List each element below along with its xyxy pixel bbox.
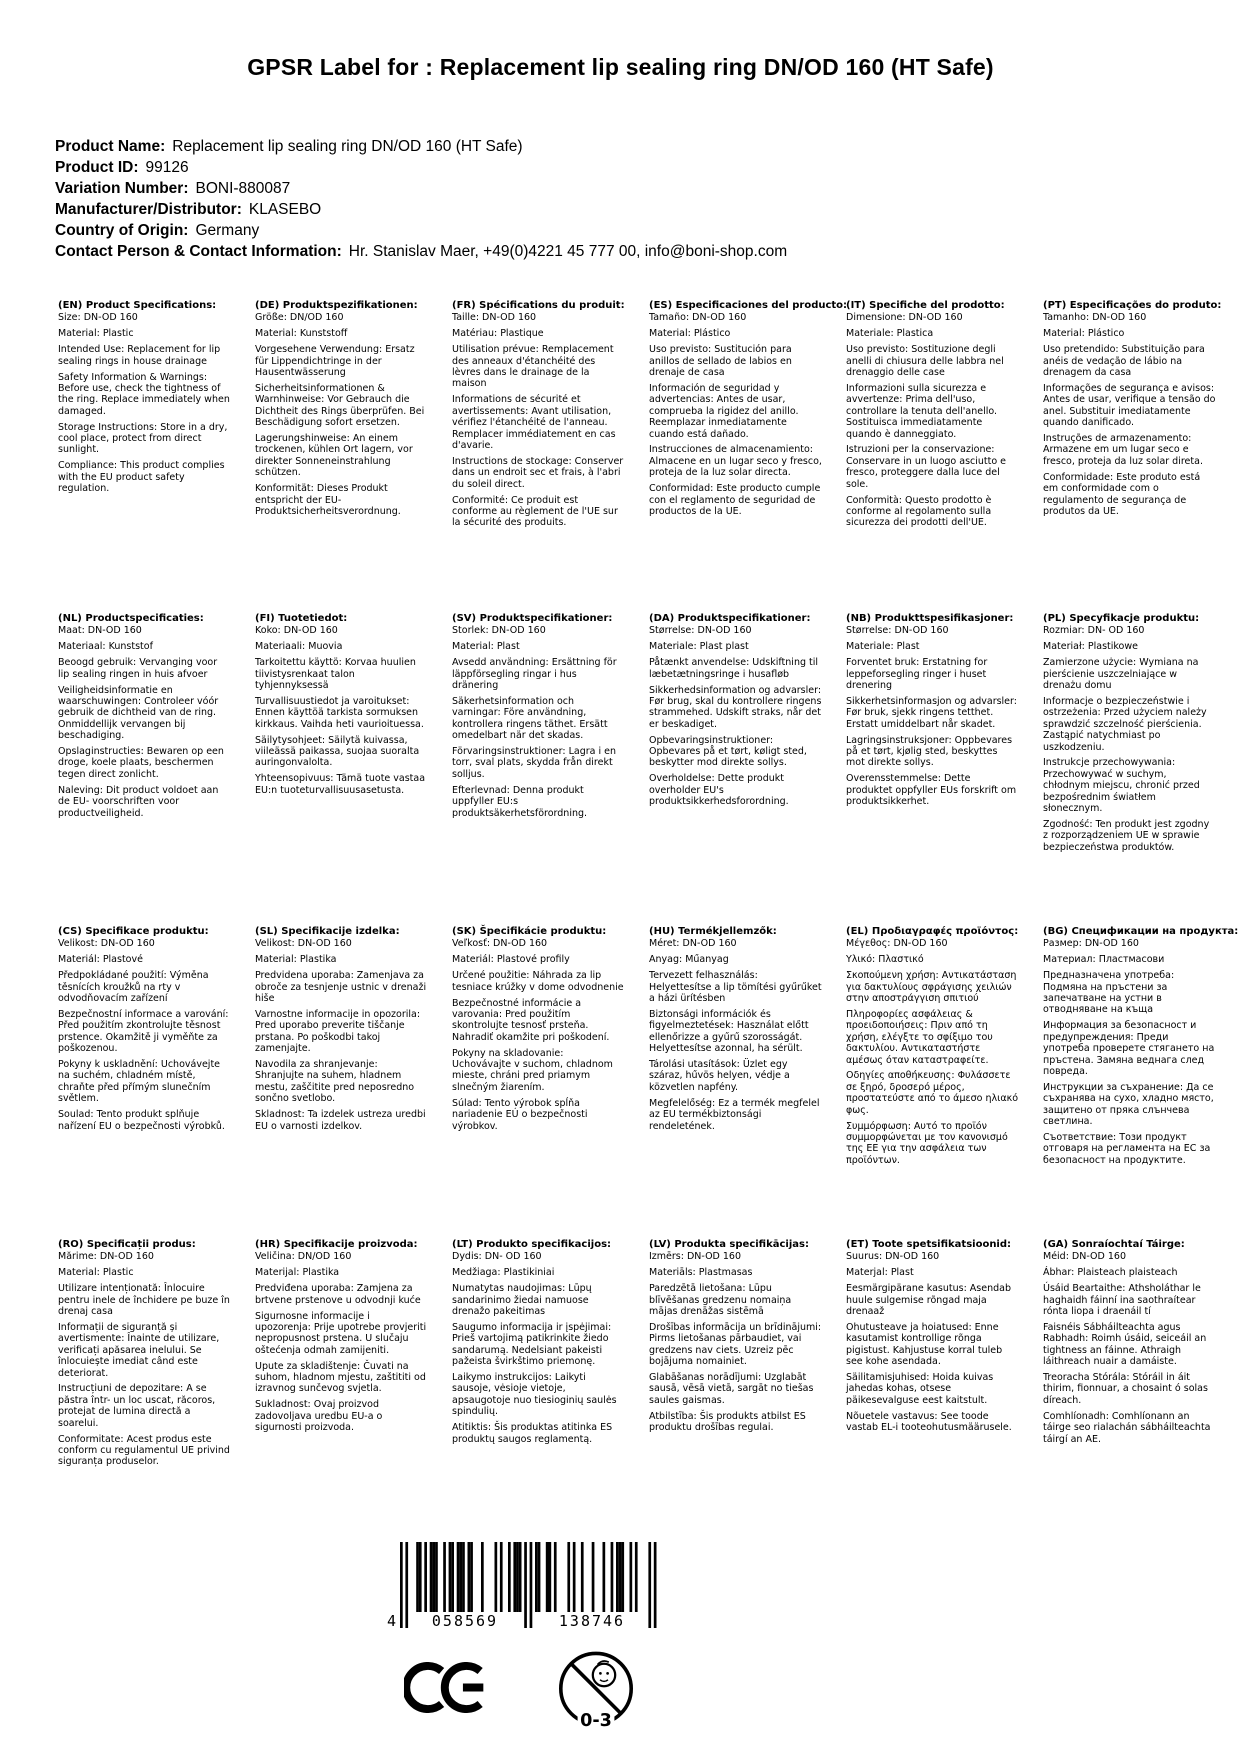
spec-block-pl: [1043, 613, 1216, 926]
spec-paragraph: Velikost: DN-OD 160: [255, 938, 352, 950]
spec-heading: (DA) Produktspecifikationer:: [649, 613, 811, 624]
spec-paragraph: Suurus: DN-OD 160: [846, 1251, 940, 1263]
spec-paragraph: Glabāšanas norādījumi: Uzglabāt sausā, vēsā vietā, sargāt no tiešas saules gaismas.: [649, 1372, 814, 1406]
spec-heading: (ES) Especificaciones del producto:: [649, 300, 848, 311]
spec-paragraph: Dydis: DN- OD 160: [452, 1251, 542, 1263]
spec-paragraph: Nõuetele vastavus: See toode vastab EL-i tooteohutusmäärusele.: [846, 1410, 1012, 1434]
spec-paragraph: Størrelse: DN-OD 160: [846, 625, 949, 637]
product-info-value: BONI-880087: [195, 180, 291, 197]
spec-paragraph: Σκοπούμενη χρήση: Αντικατάσταση για δακτυλίους σφράγισης χειλιών στην αποστράγγιση σπιτιού: [846, 970, 1017, 1005]
spec-paragraph: Skladnost: Ta izdelek ustreza uredbi EU o varnosti izdelkov.: [255, 1109, 426, 1132]
spec-paragraph: Materiaali: Muovia: [255, 641, 343, 653]
barcode-digit-group1: 058569: [431, 1612, 499, 1630]
spec-heading: (SK) Špecifikácie produktu:: [452, 926, 607, 937]
spec-heading: (BG) Спецификации на продукта:: [1043, 926, 1239, 937]
spec-paragraph: Faisnéis Sábháilteachta agus Rabhadh: Roimh úsáid, seiceáil an tightness an fáinne. Athraigh láithreach nuair a damáiste.: [1043, 1321, 1207, 1368]
spec-paragraph: Informacje o bezpieczeństwie i ostrzeżenia: Przed użyciem należy sprawdzić szczelność pierścienia. Zastąpić natychmiast po uszkodzeniu.: [1043, 695, 1207, 753]
spec-paragraph: Material: Plastika: [255, 954, 337, 966]
spec-paragraph: Istruzioni per la conservazione: Conservare in un luogo asciutto e fresco, proteggere dalla luce del sole.: [846, 444, 1007, 490]
spec-paragraph: Veiligheidsinformatie en waarschuwingen: Controleer vóór gebruik de dichtheid van de ring. Onmiddellijk vervangen bij beschadiging.: [58, 684, 219, 742]
ce-mark-icon: [404, 1662, 489, 1717]
spec-paragraph: Säilitamisjuhised: Hoida kuivas jahedas kohas, otsese päikesevalguse eest kaitstult.: [846, 1372, 994, 1406]
product-info-value: Hr. Stanislav Maer, +49(0)4221 45 777 00, info@boni-shop.com: [348, 243, 788, 260]
spec-paragraph: Instrukcje przechowywania: Przechowywać w suchym, chłodnym miejscu, chronić przed bezpośrednim światłem słonecznym.: [1043, 757, 1200, 815]
spec-block-fi: [255, 613, 428, 926]
spec-paragraph: Materiał: Plastikowe: [1043, 641, 1138, 653]
spec-paragraph: Información de seguridad y advertencias: Antes de usar, comprueba la rigidez del anillo. Reemplazar inmediatamente cuando está dañado.: [649, 382, 799, 440]
spec-paragraph: Naleving: Dit product voldoet aan de EU- voorschriften voor productveiligheid.: [58, 784, 219, 819]
spec-paragraph: Sigurnosne informacije i upozorenja: Prije upotrebe provjeriti nepropusnost prstena. U slučaju oštećenja odmah zamijeniti.: [255, 1310, 427, 1356]
spec-heading: (PT) Especificações do produto:: [1043, 300, 1222, 311]
spec-block-bg: [1043, 926, 1239, 1239]
spec-paragraph: Инструкции за съхранение: Да се съхранява на сухо, хладно място, защитено от пряка слънчева светлина.: [1043, 1081, 1214, 1128]
spec-paragraph: Ábhar: Plaisteach plaisteach: [1043, 1267, 1178, 1279]
product-info-row: [55, 178, 787, 199]
spec-paragraph: Pokyny k uskladnění: Uchovávejte na suchém, chladném místě, chraňte před přímým slunečním světlem.: [58, 1059, 221, 1105]
product-info-label: Product Name:: [55, 138, 166, 155]
age-warning-0-3-icon: [556, 1646, 636, 1740]
spec-paragraph: Treoracha Stórála: Stóráil in áit thirim, fionnuar, a chosaint ó solas díreach.: [1043, 1372, 1208, 1406]
spec-paragraph: Storage Instructions: Store in a dry, cool place, protect from direct sunlight.: [58, 421, 228, 456]
spec-paragraph: Vorgesehene Verwendung: Ersatz für Lippendichtringe in der Hausentwässerung: [255, 344, 415, 379]
spec-paragraph: Maat: DN-OD 160: [58, 625, 142, 637]
spec-paragraph: Tarkoitettu käyttö: Korvaa huulien tiivistysrenkaat talon tyhjennyksessä: [255, 657, 416, 692]
spec-paragraph: Lagringsinstruksjoner: Oppbevares på et tørt, kjølig sted, beskyttes mot direkte sollys.: [846, 734, 1013, 769]
spec-paragraph: Taille: DN-OD 160: [452, 312, 537, 324]
spec-paragraph: Materiale: Plast: [846, 641, 920, 653]
spec-heading: (NB) Produkttspesifikasjoner:: [846, 613, 1014, 624]
spec-paragraph: Οδηγίες αποθήκευσης: Φυλάσσετε σε ξηρό, δροσερό μέρος, προστατεύστε από το άμεσο ηλιακό φως.: [846, 1070, 1019, 1116]
spec-block-ga: [1043, 1239, 1216, 1552]
spec-paragraph: Upute za skladištenje: Čuvati na suhom, hladnom mjestu, zaštititi od izravnog sunčevog svjetla.: [255, 1360, 426, 1395]
spec-block-et: [846, 1239, 1019, 1552]
spec-paragraph: Yhteensopivuus: Tämä tuote vastaa EU:n tuoteturvallisuusasetusta.: [255, 773, 426, 796]
spec-paragraph: Konformität: Dieses Produkt entspricht der EU-Produktsicherheitsverordnung.: [255, 483, 401, 517]
spec-paragraph: Bezpečnostní informace a varování: Před použitím zkontrolujte těsnost prstence. Okamžitě ji vyměňte za poškozenou.: [58, 1008, 229, 1055]
spec-heading: (HR) Specifikacije proizvoda:: [255, 1239, 418, 1250]
age-warning-label: 0-3: [580, 1711, 612, 1732]
spec-paragraph: Velikost: DN-OD 160: [58, 938, 155, 950]
spec-block-de: [255, 300, 428, 613]
spec-paragraph: Rozmiar: DN- OD 160: [1043, 625, 1145, 637]
spec-paragraph: Efterlevnad: Denna produkt uppfyller EU:s produktsäkerhetsförordning.: [452, 784, 588, 819]
product-info-label: Product ID:: [55, 159, 139, 176]
spec-block-nb: [846, 613, 1019, 926]
spec-paragraph: Avsedd användning: Ersättning för läppförsegling ringar i hus dränering: [452, 657, 617, 692]
spec-paragraph: Μέγεθος: DN-OD 160: [846, 938, 948, 950]
spec-paragraph: Säkerhetsinformation och varningar: Före användning, kontrollera ringens täthet. Ersätt omedelbart när det skadas.: [452, 695, 608, 742]
spec-paragraph: Storlek: DN-OD 160: [452, 625, 546, 637]
spec-paragraph: Ohutusteave ja hoiatused: Enne kasutamist kontrollige rõnga pigistust. Kahjustuse korral tuleb see kohe asendada.: [846, 1321, 1003, 1368]
spec-paragraph: Súlad: Tento výrobok spĺňa nariadenie EÚ o bezpečnosti výrobkov.: [452, 1097, 588, 1132]
product-info-row: [55, 157, 787, 178]
spec-paragraph: Predvidena uporaba: Zamenjava za obroče za tesnjenje ustnic v drenaži hiše: [255, 970, 427, 1005]
spec-paragraph: Atitiktis: Šis produktas atitinka ES produktų saugos reglamentą.: [452, 1422, 613, 1445]
barcode-digit-group2: 138746: [558, 1612, 626, 1630]
product-info-value: Germany: [195, 222, 260, 239]
product-info: [55, 136, 787, 262]
spec-block-en: [58, 300, 231, 613]
spec-paragraph: Safety Information & Warnings: Before use, check the tightness of the ring. Replace immediately when damaged.: [58, 371, 230, 417]
spec-paragraph: Compliance: This product complies with the EU product safety regulation.: [58, 460, 225, 495]
spec-paragraph: Paredzētā lietošana: Lūpu blīvēšanas gredzenu nomaiņa mājas drenāžas sistēmā: [649, 1283, 792, 1318]
product-info-row: [55, 220, 787, 241]
spec-paragraph: Zamierzone użycie: Wymiana na pierścienie uszczelniające w drenażu domu: [1043, 657, 1199, 692]
product-info-label: Contact Person & Contact Information:: [55, 243, 342, 260]
product-info-row: [55, 199, 787, 220]
spec-heading: (EN) Product Specifications:: [58, 300, 217, 311]
spec-paragraph: Méret: DN-OD 160: [649, 938, 737, 950]
spec-paragraph: Saugumo informacija ir įspėjimai: Prieš vartojimą patikrinkite žiedo sandarumą. Nedelsiant pakeisti pažeista švirkštimo priemonę.: [452, 1321, 612, 1368]
spec-paragraph: Předpokládané použití: Výměna těsnících kroužků na rty v odvodňovacím zařízení: [58, 970, 209, 1005]
spec-paragraph: Uso previsto: Sostituzione degli anelli di chiusura delle labbra nel drenaggio delle case: [846, 344, 1004, 379]
spec-paragraph: Πληροφορίες ασφάλειας & προειδοποιήσεις: Πριν από τη χρήση, ελέγξτε το σφίξιμο του δακτυλίου. Αντικαταστήστε αμέσως όταν καταστραφείτε.: [846, 1008, 993, 1066]
spec-paragraph: Navodila za shranjevanje: Shranjujte na suhem, hladnem mestu, zaščitite pred neposredno sončno svetlobo.: [255, 1059, 415, 1105]
spec-heading: (LV) Produkta specifikācijas:: [649, 1239, 809, 1250]
spec-heading: (SV) Produktspecifikationer:: [452, 613, 613, 624]
spec-heading: (ET) Toote spetsifikatsioonid:: [846, 1239, 1012, 1250]
spec-paragraph: Varnostne informacije in opozorila: Pred uporabo preverite tiščanje prstana. Po poškodbi takoj zamenjajte.: [255, 1008, 421, 1055]
spec-paragraph: Material: Plastic: [58, 328, 134, 340]
specs-grid: [58, 300, 1239, 1552]
spec-paragraph: Materiál: Plastové: [58, 954, 143, 966]
spec-block-lv: [649, 1239, 822, 1552]
spec-paragraph: Beoogd gebruik: Vervanging voor lip sealing ringen in huis afvoer: [58, 657, 218, 680]
spec-block-lt: [452, 1239, 625, 1552]
spec-paragraph: Material: Plástico: [1043, 328, 1125, 340]
spec-paragraph: Größe: DN/OD 160: [255, 312, 344, 324]
spec-paragraph: Anyag: Műanyag: [649, 954, 729, 966]
spec-heading: (PL) Specyfikacje produktu:: [1043, 613, 1200, 624]
spec-paragraph: Conformité: Ce produit est conforme au règlement de l'UE sur la sécurité des produits.: [452, 494, 618, 529]
product-info-value: 99126: [145, 159, 189, 176]
spec-paragraph: Opslaginstructies: Bewaren op een droge, koele plaats, beschermen tegen direct zonlicht.: [58, 746, 224, 780]
spec-paragraph: Säilytysohjeet: Säilytä kuivassa, viileässä paikassa, suojaa suoralta auringonvalolta.: [255, 734, 420, 769]
spec-paragraph: Materiaal: Kunststof: [58, 641, 153, 653]
spec-paragraph: Méid: DN-OD 160: [1043, 1251, 1126, 1263]
spec-paragraph: Overensstemmelse: Dette produktet oppfyller EUs forskrift om produktsikkerhet.: [846, 773, 1017, 808]
spec-paragraph: Material: Plástico: [649, 328, 731, 340]
spec-paragraph: Instructions de stockage: Conserver dans un endroit sec et frais, à l'abri du soleil direct.: [452, 455, 624, 490]
spec-paragraph: Veličina: DN/OD 160: [255, 1251, 352, 1263]
spec-paragraph: Eesmärgipärane kasutus: Asendab huule sulgemise rõngad maja drenaaž: [846, 1283, 1011, 1318]
spec-block-sv: [452, 613, 625, 926]
spec-paragraph: Sikkerhedsinformation og advarsler: Før brug, skal du kontrollere ringens strammehed. Udskift straks, når det er beskadiget.: [649, 684, 822, 730]
product-info-label: Variation Number:: [55, 180, 189, 197]
spec-heading: (SL) Specifikacije izdelka:: [255, 926, 400, 937]
spec-paragraph: Soulad: Tento produkt splňuje nařízení EU o bezpečnosti výrobků.: [58, 1109, 225, 1132]
spec-paragraph: Utilizare intenționată: Înlocuire pentru inele de închidere pe buze în drenaj casa: [58, 1283, 230, 1318]
spec-paragraph: Utilisation prévue: Remplacement des anneaux d'étanchéité des lèvres dans le drainage de la maison: [452, 344, 614, 390]
spec-block-pt: [1043, 300, 1222, 613]
spec-heading: (CS) Specifikace produktu:: [58, 926, 209, 937]
spec-paragraph: Sukladnost: Ovaj proizvod zadovoljava uredbu EU-a o sigurnosti proizvoda.: [255, 1399, 383, 1434]
spec-paragraph: Informações de segurança e avisos: Antes de usar, verifique a tensão do anel. Substituir imediatamente quando danificado.: [1043, 382, 1216, 429]
spec-heading: (FR) Spécifications du produit:: [452, 300, 625, 311]
spec-heading: (IT) Specifiche del prodotto:: [846, 300, 1005, 311]
product-info-label: Country of Origin:: [55, 222, 189, 239]
spec-block-nl: [58, 613, 231, 926]
spec-paragraph: Izmērs: DN-OD 160: [649, 1251, 742, 1263]
spec-paragraph: Предназначена употреба: Подмяна на пръстени за запечатване на устни в отводняване на къща: [1043, 970, 1175, 1016]
spec-paragraph: Påtænkt anvendelse: Udskiftning til læbetætningsringe i husafløb: [649, 657, 819, 680]
spec-block-sk: [452, 926, 625, 1239]
spec-paragraph: Материал: Пластмасови: [1043, 954, 1165, 966]
spec-paragraph: Förvaringsinstruktioner: Lagra i en torr, sval plats, skydda från direkt solljus.: [452, 746, 617, 780]
spec-paragraph: Veľkosť: DN-OD 160: [452, 938, 548, 950]
spec-paragraph: Lagerungshinweise: An einem trockenen, kühlen Ort lagern, vor direkter Sonneneinstrahlung schützen.: [255, 433, 413, 479]
spec-block-da: [649, 613, 822, 926]
spec-paragraph: Predviđena uporaba: Zamjena za brtvene prstenove u odvodnji kuće: [255, 1283, 421, 1306]
spec-paragraph: Zgodność: Ten produkt jest zgodny z rozporządzeniem UE w sprawie bezpieczeństwa produktów.: [1043, 819, 1210, 853]
spec-paragraph: Størrelse: DN-OD 160: [649, 625, 752, 637]
spec-paragraph: Materijal: Plastika: [255, 1267, 340, 1279]
spec-heading: (EL) Προδιαγραφές προϊόντος:: [846, 926, 1019, 937]
spec-paragraph: Instrucțiuni de depozitare: A se păstra într- un loc uscat, răcoros, protejat de lumina directă a soarelui.: [58, 1383, 216, 1429]
spec-paragraph: Conformitate: Acest produs este conform cu regulamentul UE privind siguranța produselor.: [58, 1433, 230, 1468]
spec-block-fr: [452, 300, 625, 613]
spec-paragraph: Pokyny na skladovanie: Uchovávajte v suchom, chladnom mieste, chráni pred priamym slnečným žiarením.: [452, 1047, 613, 1093]
product-info-label: Manufacturer/Distributor:: [55, 201, 242, 218]
spec-paragraph: Υλικό: Πλαστικό: [846, 954, 924, 966]
spec-paragraph: Размер: DN-OD 160: [1043, 938, 1139, 950]
spec-paragraph: Tamanho: DN-OD 160: [1043, 312, 1147, 324]
spec-block-ro: [58, 1239, 231, 1552]
spec-paragraph: Tamaño: DN-OD 160: [649, 312, 747, 324]
product-info-value: Replacement lip sealing ring DN/OD 160 (HT Safe): [172, 138, 523, 155]
spec-paragraph: Úsáid Beartaithe: Athsholáthar le haghaidh fáinní ina saothraítear rónta liopa i draenáil tí: [1043, 1283, 1201, 1318]
spec-block-hu: [649, 926, 822, 1239]
spec-heading: (DE) Produktspezifikationen:: [255, 300, 418, 311]
spec-block-sl: [255, 926, 428, 1239]
spec-heading: (GA) Sonraíochtaí Táirge:: [1043, 1239, 1185, 1250]
spec-paragraph: Informations de sécurité et avertissements: Avant utilisation, vérifiez l'étanchéité de l'anneau. Remplacer immédiatement en cas d'avarie.: [452, 394, 616, 451]
spec-block-cs: [58, 926, 231, 1239]
spec-paragraph: Materiale: Plastica: [846, 328, 934, 340]
page-title: GPSR Label for : Replacement lip sealing ring DN/OD 160 (HT Safe): [247, 54, 994, 80]
spec-paragraph: Bezpečnostné informácie a varovania: Pred použitím skontrolujte tesnosť prsteňa. Nahradiť okamžite pri poškodení.: [452, 997, 610, 1043]
spec-paragraph: Instrucciones de almacenamiento: Almacene en un lugar seco y fresco, proteja de la luz solar directa.: [649, 444, 822, 479]
spec-paragraph: Material: Plast: [452, 641, 520, 653]
spec-paragraph: Materiāls: Plastmasas: [649, 1267, 753, 1279]
spec-paragraph: Comhlíonadh: Comhlíonann an táirge seo rialachán sábháilteachta táirgí an AE.: [1043, 1410, 1211, 1445]
spec-paragraph: Mărime: DN-OD 160: [58, 1251, 154, 1263]
spec-block-hr: [255, 1239, 428, 1552]
spec-paragraph: Megfelelőség: Ez a termék megfelel az EU termékbiztonsági rendeletének.: [649, 1097, 820, 1132]
spec-paragraph: Drošības informācija un brīdinājumi: Pirms lietošanas pārbaudiet, vai gredzens nav ciets. Uzreiz pēc bojājuma nomainiet.: [649, 1321, 822, 1368]
spec-paragraph: Laikymo instrukcijos: Laikyti sausoje, vėsioje vietoje, apsaugotoje nuo tiesioginių saulės spindulių.: [452, 1372, 617, 1418]
spec-paragraph: Uso previsto: Sustitución para anillos de sellado de labios en drenaje de casa: [649, 344, 792, 379]
spec-paragraph: Instruções de armazenamento: Armazene em um lugar seco e fresco, proteja da luz solar direta.: [1043, 433, 1203, 467]
product-info-value: KLASEBO: [248, 201, 322, 218]
spec-paragraph: Uso pretendido: Substituição para anéis de vedação de lábio na drenagem da casa: [1043, 344, 1205, 379]
spec-paragraph: Numatytas naudojimas: Lūpų sandarinimo žiedai namuose drenažo pakeitimas: [452, 1283, 592, 1318]
spec-paragraph: Koko: DN-OD 160: [255, 625, 338, 637]
spec-paragraph: Materjal: Plast: [846, 1267, 914, 1279]
spec-paragraph: Size: DN-OD 160: [58, 312, 138, 324]
spec-paragraph: Biztonsági információk és figyelmeztetések: Használat előtt ellenőrizze a gyűrű szorosságát. Helyettesítse azonnal, ha sérült.: [649, 1008, 809, 1055]
spec-paragraph: Forventet bruk: Erstatning for leppeforsegling ringer i huset drenering: [846, 657, 988, 692]
spec-paragraph: Dimensione: DN-OD 160: [846, 312, 963, 324]
spec-paragraph: Intended Use: Replacement for lip sealing rings in house drainage: [58, 344, 221, 367]
spec-paragraph: Tárolási utasítások: Üzlet egy száraz, hűvös helyen, védje a közvetlen napfény.: [649, 1059, 790, 1093]
spec-paragraph: Material: Kunststoff: [255, 328, 348, 340]
spec-heading: (NL) Productspecificaties:: [58, 613, 204, 624]
spec-block-es: [649, 300, 848, 613]
spec-paragraph: Tervezett felhasználás: Helyettesítse a lip tömítési gyűrűket a házi ürítésben: [649, 970, 822, 1005]
spec-paragraph: Opbevaringsinstruktioner: Opbevares på et tørt, køligt sted, beskytter mod direkte sollys.: [649, 734, 807, 769]
spec-paragraph: Συμμόρφωση: Αυτό το προϊόν συμμορφώνεται με τον κανονισμό της ΕΕ για την ασφάλεια των προϊόντων.: [846, 1120, 1008, 1166]
spec-paragraph: Informazioni sulla sicurezza e avvertenze: Prima dell'uso, controllare la tenuta dell'anello. Sostituisca immediatamente quando è danneggiato.: [846, 382, 998, 440]
spec-paragraph: Informații de siguranță și avertismente: Înainte de utilizare, verificați apăsarea inelului. Se înlocuiește imediat când este deteriorat.: [58, 1321, 220, 1379]
barcode-digit-first: 4: [386, 1612, 396, 1630]
spec-paragraph: Atbilstība: Šis produkts atbilst ES produktu drošības regulai.: [649, 1410, 806, 1434]
spec-paragraph: Material: Plastic: [58, 1267, 134, 1279]
spec-heading: (LT) Produkto specifikacijos:: [452, 1239, 612, 1250]
spec-paragraph: Turvallisuustiedot ja varoitukset: Ennen käyttöä tarkista sormuksen kirkkaus. Vaihda heti vaurioituessa.: [255, 695, 424, 730]
spec-paragraph: Информация за безопасност и предупреждения: Преди употреба проверете стягането на пръстена. Замяна веднага след повреда.: [1043, 1020, 1215, 1077]
spec-block-el: [846, 926, 1019, 1239]
spec-paragraph: Materiál: Plastové profily: [452, 954, 570, 966]
product-info-row: [55, 241, 787, 262]
spec-block-it: [846, 300, 1019, 613]
spec-paragraph: Conformidade: Este produto está em conformidade com o regulamento de segurança de produtos da UE.: [1043, 471, 1201, 517]
spec-paragraph: Съответствие: Този продукт отговаря на регламента на ЕС за безопасност на продуктите.: [1043, 1132, 1211, 1166]
spec-paragraph: Materiale: Plast plast: [649, 641, 749, 653]
spec-paragraph: Medžiaga: Plastikiniai: [452, 1267, 555, 1279]
spec-paragraph: Matériau: Plastique: [452, 328, 544, 340]
spec-heading: (FI) Tuotetiedot:: [255, 613, 348, 624]
spec-paragraph: Conformidad: Este producto cumple con el reglamento de seguridad de productos de la UE.: [649, 483, 821, 517]
spec-paragraph: Určené použitie: Náhrada za lip tesniace krúžky v dome odvodnenie: [452, 970, 624, 993]
spec-paragraph: Sikkerhetsinformasjon og advarsler: Før bruk, sjekk ringens tetthet. Erstatt umiddelbart når skadet.: [846, 695, 1017, 730]
spec-heading: (RO) Specificații produs:: [58, 1239, 196, 1250]
spec-paragraph: Sicherheitsinformationen & Warnhinweise: Vor Gebrauch die Dichtheit des Rings überprüfen. Bei Beschädigung sofort ersetzen.: [255, 382, 425, 429]
product-info-row: [55, 136, 787, 157]
spec-paragraph: Conformità: Questo prodotto è conforme al regolamento sulla sicurezza dei prodotti dell'UE.: [846, 494, 992, 529]
spec-heading: (HU) Termékjellemzők:: [649, 926, 777, 937]
ean-barcode: [378, 1542, 688, 1642]
spec-paragraph: Overholdelse: Dette produkt overholder EU's produktsikkerhedsforordning.: [649, 773, 789, 808]
